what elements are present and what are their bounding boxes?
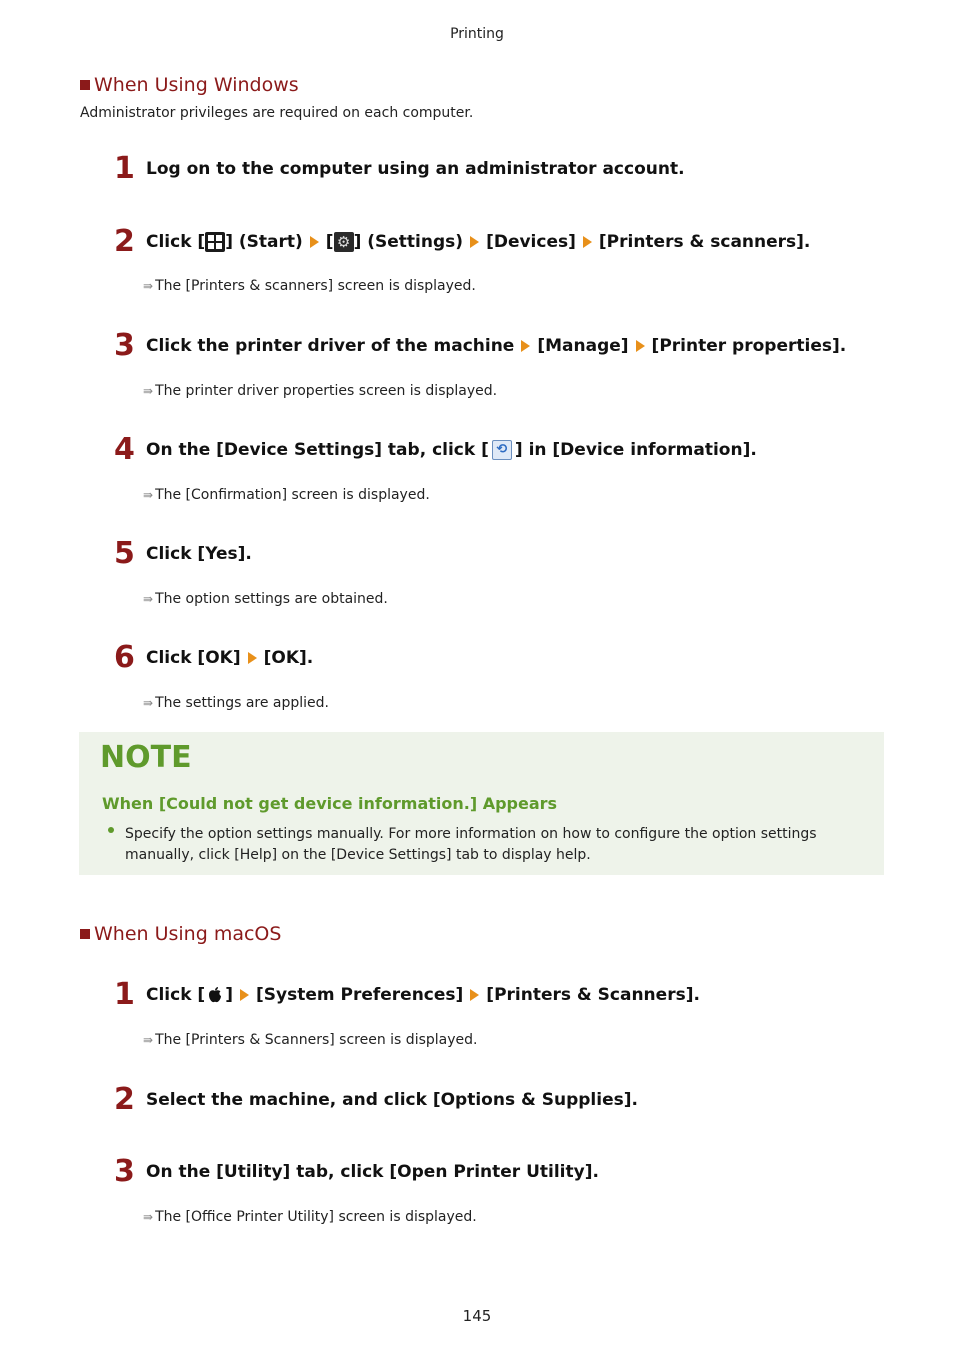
mac-step-1-result [143, 1032, 477, 1048]
result-arrow-icon: ⇛ [143, 1033, 152, 1047]
result-text: The settings are applied. [155, 695, 330, 711]
section-heading-macos [80, 923, 281, 945]
section-heading-windows [80, 74, 299, 96]
step-arrow-icon [470, 989, 479, 1001]
note-subtitle: When [Could not get device information.] Appears [102, 794, 558, 813]
result-text: The printer driver properties screen is displayed. [155, 383, 498, 399]
step-arrow-icon [470, 236, 479, 248]
step-number: 6 [114, 640, 135, 675]
step-text-part: [Printers & scanners]. [598, 232, 811, 252]
step-text-part: [Manage] [537, 336, 629, 356]
bullet-icon [107, 826, 115, 834]
step-5 [114, 536, 252, 571]
step-text-part: [Printers & Scanners]. [486, 985, 700, 1005]
mac-step-2 [114, 1082, 638, 1117]
step-arrow-icon [248, 652, 257, 664]
running-header: Printing [450, 26, 504, 42]
step-number: 3 [114, 1154, 135, 1189]
heading-square-icon [80, 80, 90, 90]
step-3-result [143, 383, 497, 399]
step-text-part: ] (Settings) [353, 232, 464, 252]
result-text: The option settings are obtained. [155, 591, 388, 607]
refresh-icon: ⟲ [492, 440, 512, 460]
step-6 [114, 640, 314, 675]
step-text-part: [OK]. [263, 648, 314, 668]
step-arrow-icon [636, 340, 645, 352]
mac-step-3-result [143, 1209, 477, 1225]
step-number: 2 [114, 224, 135, 259]
step-text-part: Click [ [146, 985, 206, 1005]
step-4 [114, 432, 757, 467]
step-arrow-icon [583, 236, 592, 248]
step-text [146, 336, 846, 356]
note-bullet-text: Specify the option settings manually. For more information on how to configure the option settings manually, click [Help] on the [Device Settings] tab to display help. [125, 826, 817, 863]
step-1 [114, 151, 685, 186]
step-text [146, 440, 757, 460]
result-arrow-icon: ⇛ [143, 384, 152, 398]
step-text-part: ] (Start) [225, 232, 303, 252]
step-number: 4 [114, 432, 135, 467]
result-text: The [Office Printer Utility] screen is displayed. [155, 1209, 477, 1225]
step-text [146, 648, 313, 668]
step-5-result [143, 591, 388, 607]
step-number: 1 [114, 977, 135, 1012]
step-text: Log on to the computer using an administrator account. [146, 159, 685, 179]
step-arrow-icon [240, 989, 249, 1001]
step-text-part: [Printer properties]. [651, 336, 847, 356]
heading-square-icon [80, 929, 90, 939]
step-2 [114, 224, 811, 259]
apple-icon [208, 986, 222, 1004]
step-number: 2 [114, 1082, 135, 1117]
result-arrow-icon: ⇛ [143, 488, 152, 502]
result-arrow-icon: ⇛ [143, 1210, 152, 1224]
step-text [146, 232, 810, 252]
section-intro: Administrator privileges are required on each computer. [80, 105, 474, 121]
windows-start-icon [205, 232, 225, 252]
result-arrow-icon: ⇛ [143, 592, 152, 606]
step-text-part: ] in [Device information]. [514, 440, 757, 460]
step-text: Click [Yes]. [146, 544, 252, 564]
step-text [146, 985, 700, 1005]
step-text: On the [Utility] tab, click [Open Printer Utility]. [146, 1162, 599, 1182]
step-text-part: [Devices] [486, 232, 576, 252]
gear-icon: ⚙ [334, 232, 354, 252]
step-3 [114, 328, 847, 363]
note-title: NOTE [100, 740, 192, 775]
step-6-result [143, 695, 329, 711]
step-4-result [143, 487, 430, 503]
result-text: The [Printers & scanners] screen is displayed. [155, 278, 476, 294]
result-text: The [Confirmation] screen is displayed. [155, 487, 430, 503]
step-text-part: [System Preferences] [255, 985, 464, 1005]
section-heading-text: When Using Windows [94, 74, 299, 96]
step-text-part: [ [325, 232, 334, 252]
step-2-result [143, 278, 476, 294]
step-number: 5 [114, 536, 135, 571]
result-arrow-icon: ⇛ [143, 696, 152, 710]
step-number: 3 [114, 328, 135, 363]
mac-step-3 [114, 1154, 599, 1189]
page-number: 145 [462, 1307, 492, 1325]
step-text-part: Click [OK] [146, 648, 241, 668]
step-text-part: Click [ [146, 232, 206, 252]
result-text: The [Printers & Scanners] screen is displayed. [155, 1032, 478, 1048]
step-text-part: On the [Device Settings] tab, click [ [146, 440, 489, 460]
step-text-part: ] [225, 985, 233, 1005]
step-arrow-icon [521, 340, 530, 352]
mac-step-1 [114, 977, 700, 1012]
step-text: Select the machine, and click [Options & Supplies]. [146, 1090, 638, 1110]
step-text-part: Click the printer driver of the machine [146, 336, 515, 356]
step-arrow-icon [310, 236, 319, 248]
step-number: 1 [114, 151, 135, 186]
result-arrow-icon: ⇛ [143, 279, 152, 293]
section-heading-text: When Using macOS [94, 923, 282, 945]
